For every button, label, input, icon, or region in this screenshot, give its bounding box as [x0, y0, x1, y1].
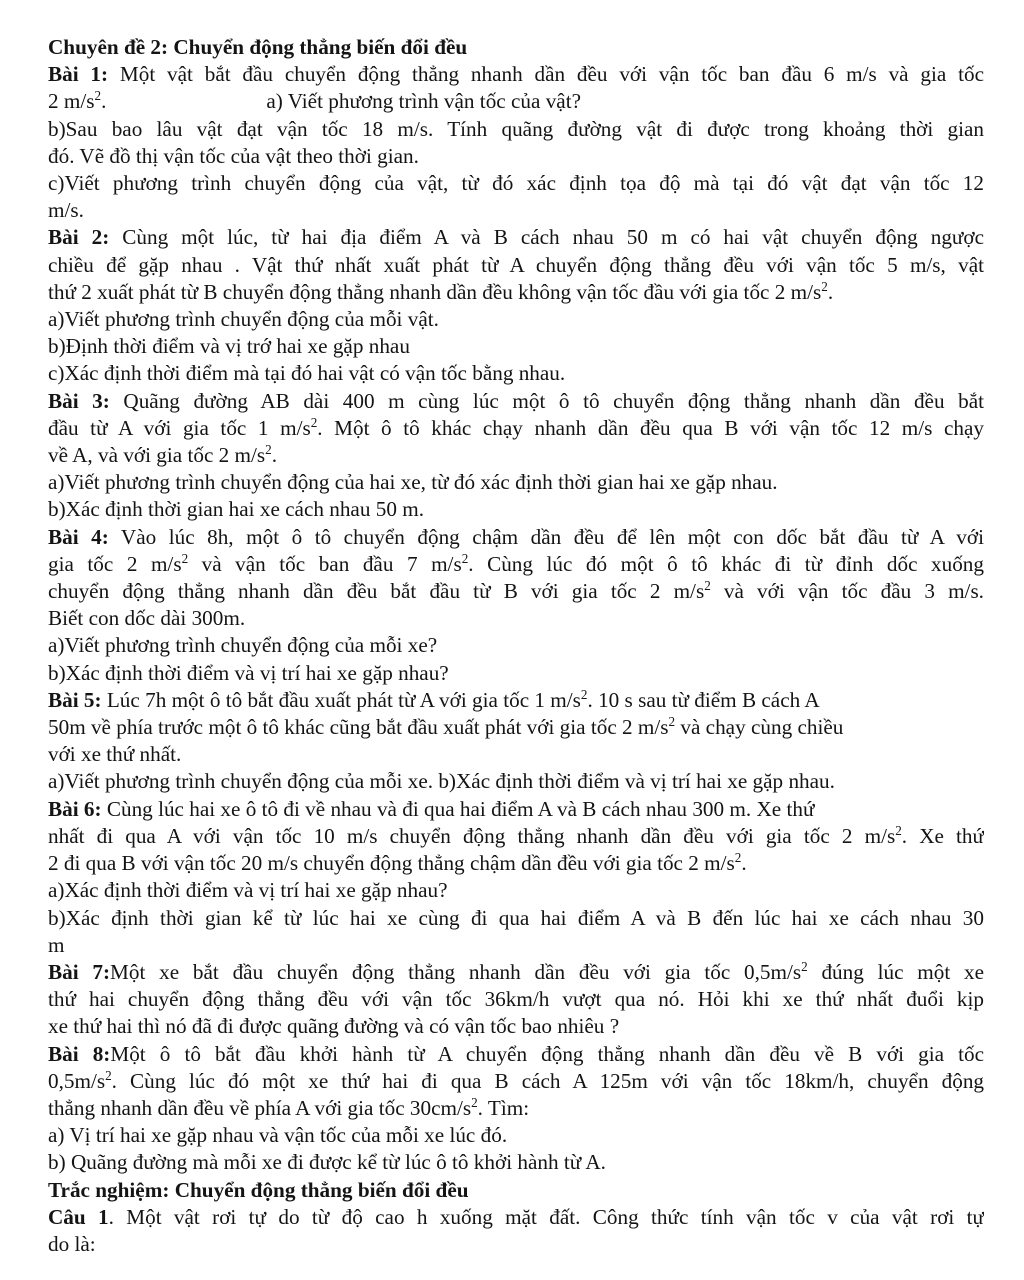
problem-4-line-4: Biết con dốc dài 300m. — [48, 606, 246, 631]
problem-4-line-1: Bài 4: Vào lúc 8h, một ô tô chuyển động chậm dần đều để lên một con dốc bắt đầu từ A với — [48, 524, 984, 549]
problem-4-line-2: gia tốc 2 $m/s^2$ và vận tốc ban đầu 7 $m/s^2$. Cùng lúc đó một ô tô khác đi từ đỉnh dốc xuống — [48, 550, 984, 576]
problem-6-line-5: b)Xác định thời gian kể từ lúc hai xe cùng đi qua hai điểm A và B đến lúc hai xe cách nhau 30 — [48, 905, 984, 930]
problem-2-line-6: c)Xác định thời điểm mà tại đó hai vật có vận tốc bằng nhau. — [48, 361, 566, 386]
problem-5-line-4: a)Viết phương trình chuyển động của mỗi xe. b)Xác định thời điểm và vị trí hai xe gặp nhau. — [48, 769, 835, 794]
problem-label: Bài 1: — [48, 62, 109, 87]
problem-2-line-4: a)Viết phương trình chuyển động của mỗi vật. — [48, 307, 439, 332]
problem-3-line-1: Bài 3: Quãng đường AB dài 400 m cùng lúc một ô tô chuyển động thẳng nhanh dần đều bắt — [48, 388, 984, 413]
problem-1-line-3: b)Sau bao lâu vật đạt vận tốc 18 m/s. Tính quãng đường vật đi được trong khoảng thời gian — [48, 116, 984, 141]
problem-3-line-4: a)Viết phương trình chuyển động của hai xe, từ đó xác định thời gian hai xe gặp nhau. — [48, 470, 778, 495]
problem-4-line-6: b)Xác định thời điểm và vị trí hai xe gặp nhau? — [48, 660, 449, 685]
problem-1-line-6: m/s. — [48, 198, 84, 223]
problem-label: Bài 8: — [48, 1041, 111, 1066]
problem-2-line-1: Bài 2: Cùng một lúc, từ hai địa điểm A và B cách nhau 50 m có hai vật chuyển động ngược — [48, 225, 984, 250]
problem-label: Bài 2: — [48, 225, 110, 250]
problem-8-line-2: $0,5m/s^2$. Cùng lúc đó một xe thứ hai đi qua B cách A 125m với vận tốc 18km/h, chuyển động — [48, 1067, 984, 1093]
problem-5-line-2: 50m về phía trước một ô tô khác cũng bắt đầu xuất phát với gia tốc 2 $m/s^2$ và chạy cùng chiều — [48, 714, 844, 740]
problem-1-line-5: c)Viết phương trình chuyển động của vật, từ đó xác định tọa độ mà tại đó vật đạt vận tốc 12 — [48, 171, 984, 196]
problem-label: Bài 3: — [48, 388, 110, 413]
problem-1-line-1: Bài 1: Một vật bắt đầu chuyển động thẳng nhanh dần đều với vận tốc ban đầu 6 m/s và gia tốc — [48, 62, 984, 87]
problem-label: Bài 5: — [48, 687, 102, 712]
question-1-line-2: do là: — [48, 1231, 96, 1256]
problem-4-line-3: chuyển động thẳng nhanh dần đều bắt đầu từ B với gia tốc 2 $m/s^2$ và với vận tốc đầu 3 m/s. — [48, 578, 984, 604]
problem-2-line-3: thứ 2 xuất phát từ B chuyển động thẳng nhanh dần đều không vận tốc đầu với gia tốc 2 $m/s^2$. — [48, 278, 834, 304]
problem-7-line-3: xe thứ hai thì nó đã đi được quãng đường và có vận tốc bao nhiêu ? — [48, 1014, 620, 1039]
problem-8-line-3: thẳng nhanh dần đều về phía A với gia tốc $30cm/s^2$. Tìm: — [48, 1095, 530, 1120]
problem-3-line-2: đầu từ A với gia tốc 1 $m/s^2$. Một ô tô khác chạy nhanh dần đều qua B với vận tốc 12 m/s chạy — [48, 414, 984, 440]
problem-6-line-4: a)Xác định thời điểm và vị trí hai xe gặp nhau? — [48, 878, 448, 903]
problem-7-line-2: thứ hai chuyển động thẳng đều với vận tốc 36km/h vượt qua nó. Hỏi khi xe thứ nhất đuổi kịp — [48, 987, 984, 1012]
question-1-line-1: Câu 1. Một vật rơi tự do từ độ cao h xuống mặt đất. Công thức tính vận tốc v của vật rơi tự — [48, 1204, 984, 1229]
problem-6-line-6: m — [48, 932, 65, 957]
problem-2-line-5: b)Định thời điểm và vị trớ hai xe gặp nhau — [48, 334, 410, 359]
problem-label: Bài 4: — [48, 524, 109, 549]
problem-label: Bài 6: — [48, 796, 102, 821]
problem-6-line-1: Bài 6: Cùng lúc hai xe ô tô đi về nhau và đi qua hai điểm A và B cách nhau 300 m. Xe thứ — [48, 796, 815, 821]
problem-8-line-1: Bài 8:Một ô tô bắt đầu khởi hành từ A chuyển động thẳng nhanh dần đều về B với gia tốc — [48, 1041, 984, 1066]
problem-1-line-4: đó. Vẽ đồ thị vận tốc của vật theo thời gian. — [48, 143, 419, 168]
problem-7-line-1: Bài 7:Một xe bắt đầu chuyển động thẳng nhanh dần đều với gia tốc $0,5m/s^2$ đúng lúc một xe — [48, 959, 984, 984]
problem-5-line-3: với xe thứ nhất. — [48, 742, 182, 767]
quiz-title: Trắc nghiệm: Chuyển động thẳng biến đổi đều — [48, 1177, 469, 1202]
problem-8-line-5: b) Quãng đường mà mỗi xe đi được kể từ lúc ô tô khởi hành từ A. — [48, 1150, 606, 1175]
problem-3-line-5: b)Xác định thời gian hai xe cách nhau 50 m. — [48, 497, 424, 522]
problem-2-line-2: chiều để gặp nhau . Vật thứ nhất xuất phát từ A chuyển động thẳng đều với vận tốc 5 m/s, vật — [48, 252, 984, 277]
problem-1-line-2: 2 $m/s^2$. a) Viết phương trình vận tốc của vật? — [48, 88, 581, 114]
problem-8-line-4: a) Vị trí hai xe gặp nhau và vận tốc của mỗi xe lúc đó. — [48, 1123, 508, 1148]
problem-4-line-5: a)Viết phương trình chuyển động của mỗi xe? — [48, 633, 438, 658]
problem-5-line-1: Bài 5: Lúc 7h một ô tô bắt đầu xuất phát từ A với gia tốc 1 $m/s^2$. 10 s sau từ điểm B cách A — [48, 687, 820, 712]
question-label: Câu 1 — [48, 1204, 109, 1229]
problem-3-line-3: về A, và với gia tốc 2 $m/s^2$. — [48, 442, 278, 468]
section-title: Chuyên đề 2: Chuyển động thẳng biến đổi đều — [48, 35, 468, 59]
problem-6-line-2: nhất đi qua A với vận tốc 10 m/s chuyển động thẳng nhanh dần đều với gia tốc 2 $m/s^2$. Xe thứ — [48, 823, 984, 848]
problem-label: Bài 7: — [48, 959, 111, 984]
problem-6-line-3: 2 đi qua B với vận tốc 20 m/s chuyển động thẳng chậm dần đều với gia tốc 2 $m/s^2$. — [48, 850, 747, 876]
